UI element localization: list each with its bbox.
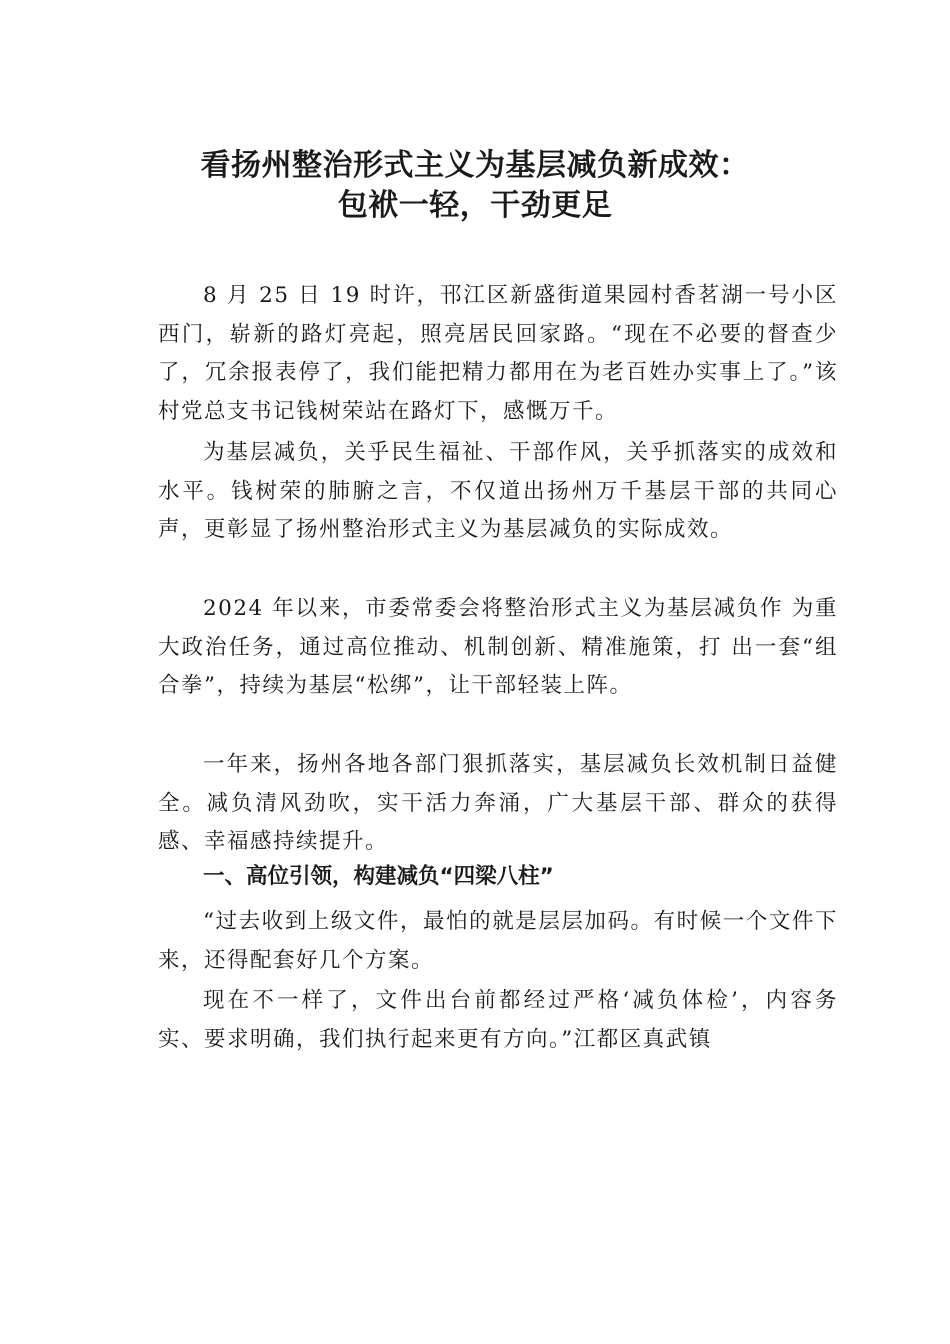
- section-heading: 一、高位引领，构建减负“四梁八柱”: [203, 864, 554, 889]
- section-paragraph-1: “过去收到上级文件，最怕的就是层层加码。有时候一个文件下来，还得配套好几个方案。: [158, 909, 838, 973]
- paragraph-1: 8 月 25 日 19 时许，邗江区新盛街道果园村香茗湖一号小区西门，崭新的路灯亮起，照亮居民回家路。“现在不必要的督查少了，冗余报表停了，我们能把精力都用在为老百姓办实事上了。”该村党总支书记钱树荣站在路灯下，感慨万千。: [158, 283, 838, 424]
- paragraph-2: 为基层减负，关乎民生福祉、干部作风，关乎抓落实的成效和水平。钱树荣的肺腑之言，不仅道出扬州万千基层干部的共同心声，更彰显了扬州整治形式主义为基层减负的实际成效。: [158, 440, 838, 542]
- paragraph-3: 2024 年以来，市委常委会将整治形式主义为基层减负作 为重大政治任务，通过高位推动、机制创新、精准施策，打 出一套“组合拳”，持续为基层“松绑”，让干部轻装上阵。: [158, 596, 838, 698]
- article-title-line2: 包袱一轻，干劲更足: [337, 188, 613, 223]
- article-title-line1: 看扬州整治形式主义为基层减负新成效：: [200, 148, 750, 183]
- paragraph-4: 一年来，扬州各地各部门狠抓落实，基层减负长效机制日益健全。减负清风劲吹，实干活力奔涌，广大基层干部、群众的获得感、幸福感持续提升。: [158, 752, 838, 854]
- section-paragraph-2: 现在不一样了，文件出台前都经过严格‘减负体检’，内容务实、要求明确，我们执行起来更有方向。”江都区真武镇: [158, 988, 838, 1052]
